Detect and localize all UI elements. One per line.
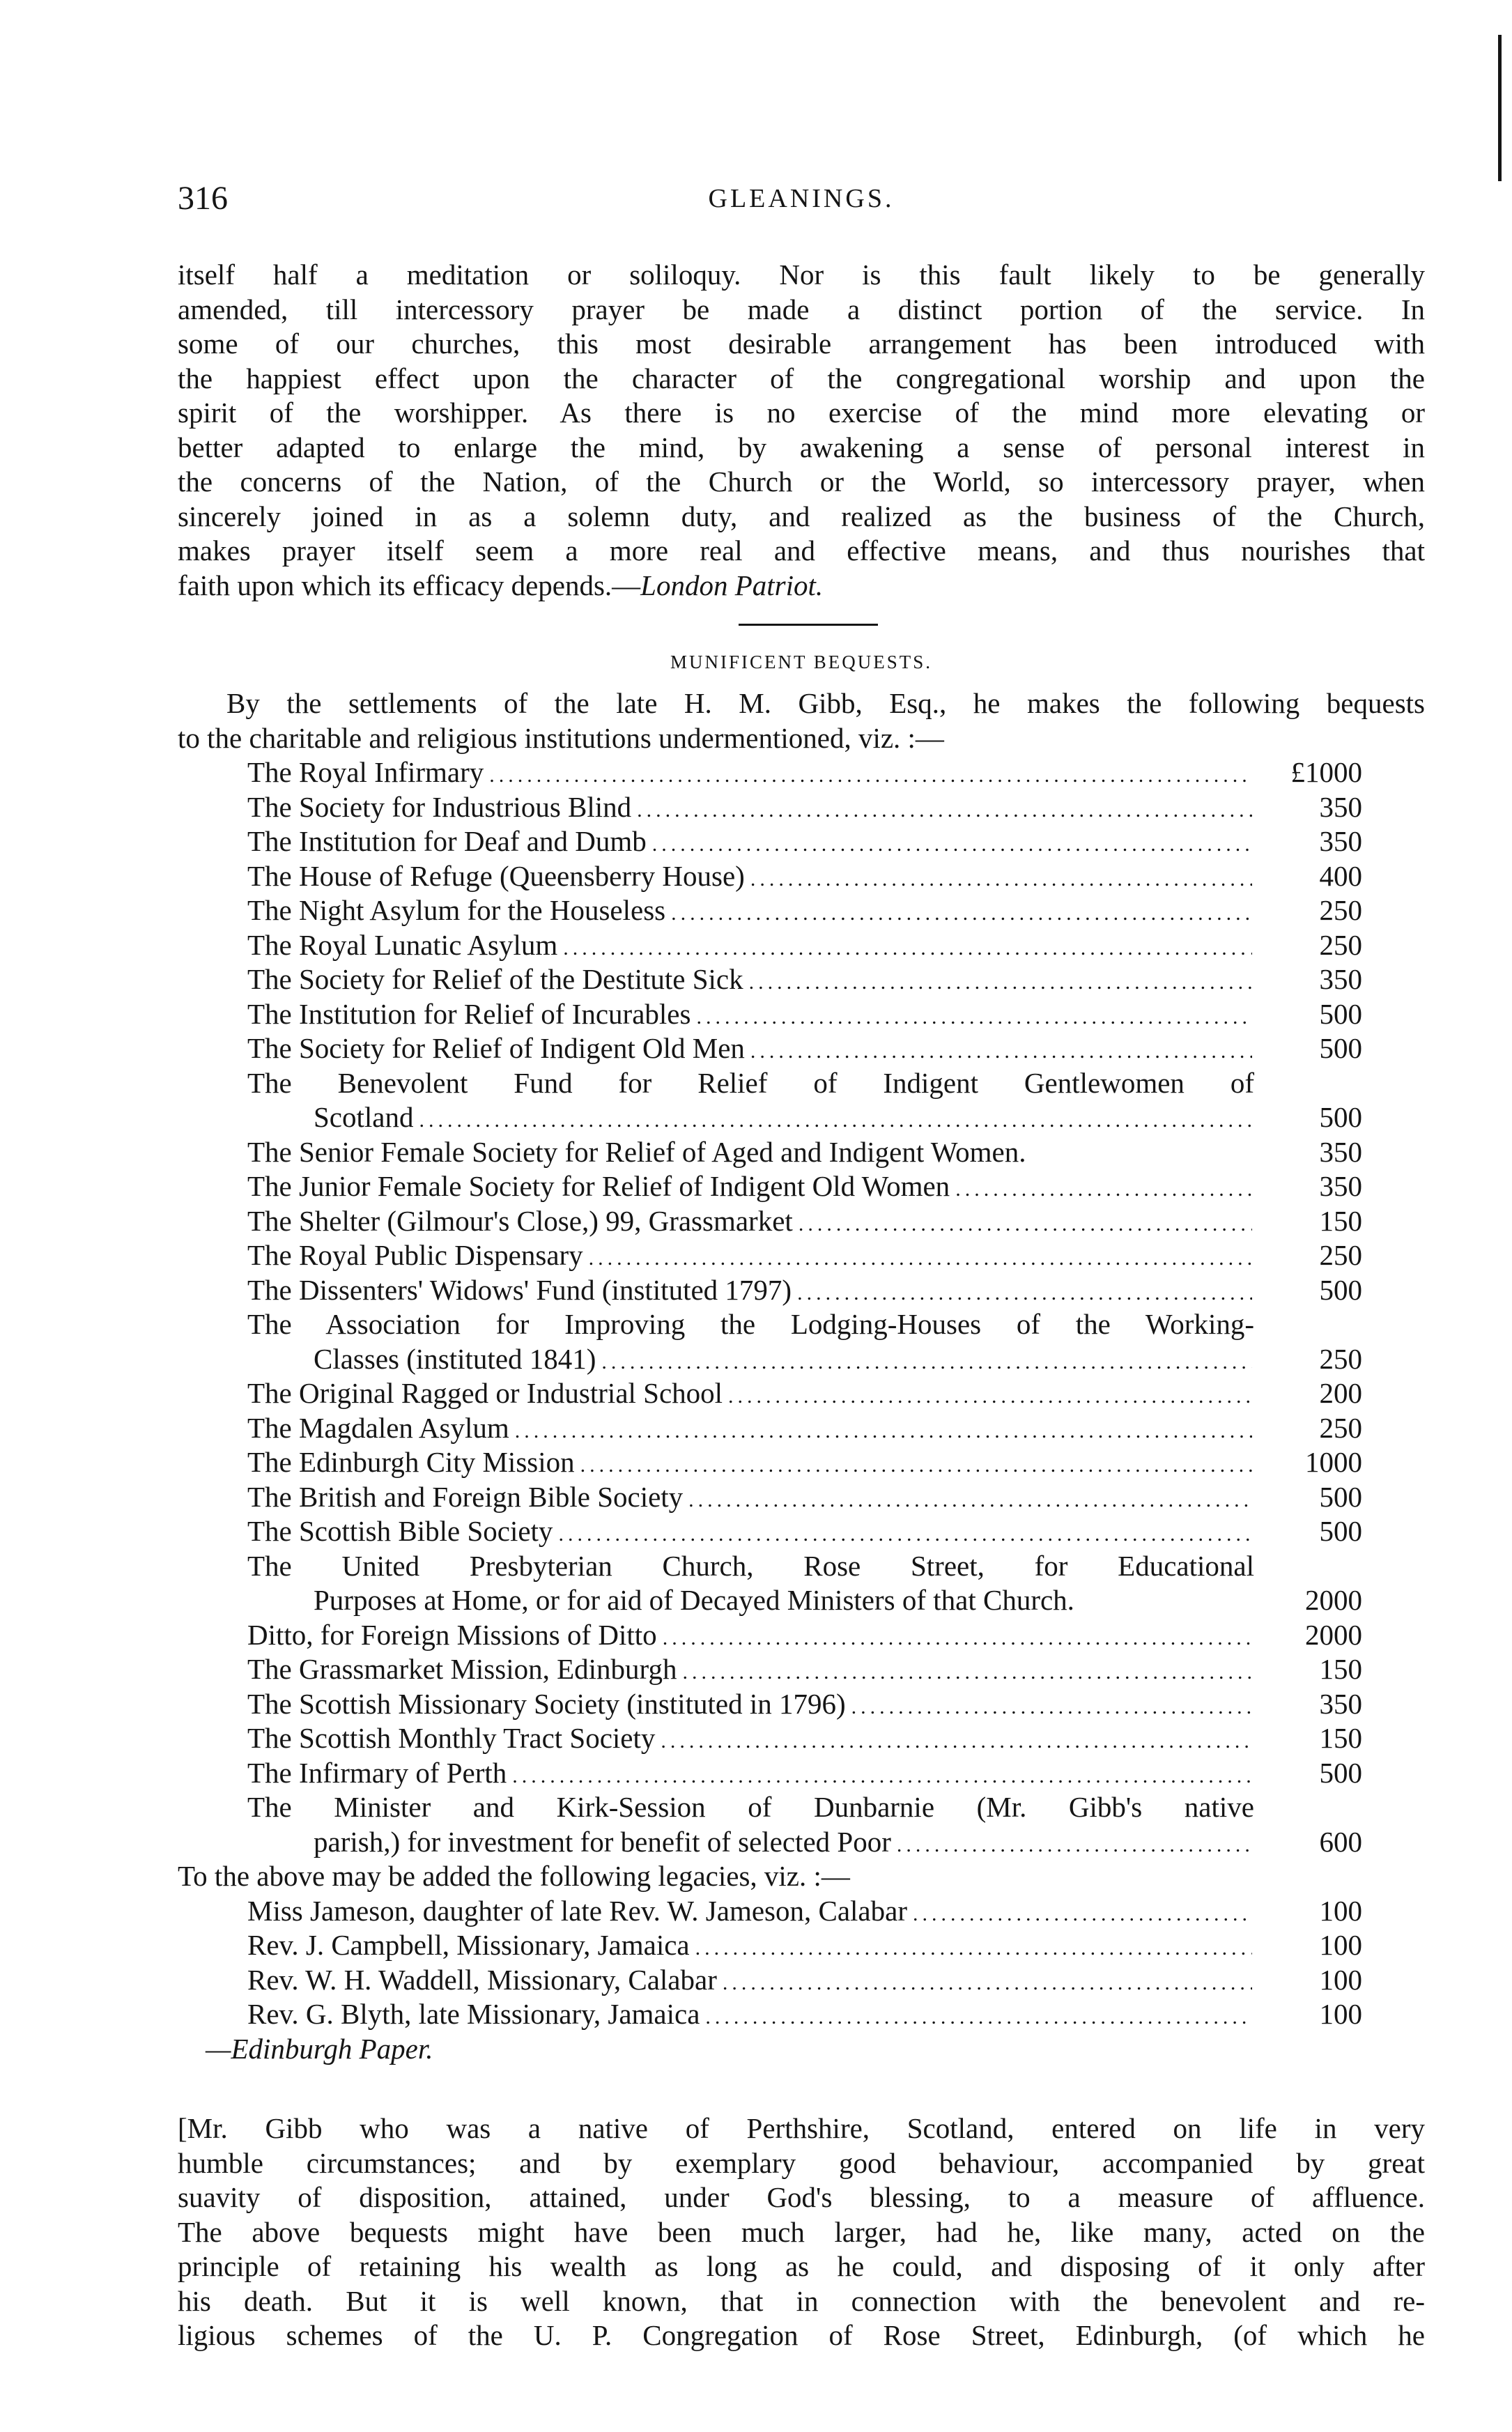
dot-leader [797, 1276, 1252, 1311]
paragraph-line: the concerns of the Nation, of the Church or the World, so intercessory prayer, when [178, 465, 1425, 498]
bequest-row [247, 1997, 1362, 2032]
bequest-name: Purposes at Home, or for aid of Decayed Ministers of that Church. [314, 1584, 1074, 1616]
bequest-row [247, 1618, 1362, 1653]
bequest-row [247, 1963, 1362, 1998]
bequest-name: The Scottish Bible Society [247, 1515, 553, 1547]
bequest-row [247, 1376, 1362, 1411]
bequest-name: The Junior Female Society for Relief of Indigent Old Women [247, 1170, 950, 1202]
bequest-name: Rev. W. H. Waddell, Missionary, Calabar [247, 1963, 717, 1996]
bequest-amount: 100 [1319, 1998, 1362, 2030]
dot-leader [580, 1448, 1252, 1483]
paragraph-line: [Mr. Gibb who was a native of Perthshire, Scotland, entered on life in very [178, 2112, 1425, 2144]
bequest-row [247, 859, 1362, 894]
bequest-name: The Night Asylum for the Houseless [247, 894, 666, 926]
bequest-amount: 250 [1319, 1342, 1362, 1375]
dot-leader [637, 793, 1252, 828]
dot-leader [563, 931, 1252, 966]
bequest-name: The Shelter (Gilmour's Close,) 99, Grassmarket [247, 1204, 793, 1237]
bequest-row [247, 1273, 1362, 1308]
dot-leader [696, 1000, 1252, 1035]
dot-leader [750, 1034, 1252, 1069]
bequest-name-line: The Benevolent Fund for Relief of Indigent Gentlewomen of [247, 1066, 1254, 1099]
source-attribution: —Edinburgh Paper. [206, 2032, 433, 2065]
bequest-amount: 250 [1319, 1239, 1362, 1271]
intro-line: to the charitable and religious institutions undermentioned, viz. :— [178, 721, 944, 754]
bequest-name: Ditto, for Foreign Missions of Ditto [247, 1618, 657, 1651]
bequest-name: The Edinburgh City Mission [247, 1446, 575, 1478]
intro-line: By the settlements of the late H. M. Gibb, Esq., he makes the following bequests [226, 687, 1425, 719]
bequest-name: The Society for Relief of Indigent Old Men [247, 1032, 745, 1064]
bequest-name-line: The United Presbyterian Church, Rose Street, for Educational [247, 1549, 1254, 1582]
bequest-name: The House of Refuge (Queensberry House) [247, 859, 745, 892]
bequests-intro [178, 686, 1425, 755]
dot-leader [955, 1172, 1252, 1207]
bequest-amount: 500 [1319, 1515, 1362, 1547]
bequest-amount: 350 [1319, 1170, 1362, 1202]
bequest-amount: 150 [1319, 1653, 1362, 1685]
dot-leader [419, 1103, 1252, 1138]
bequest-name: The Dissenters' Widows' Fund (instituted 1797) [247, 1273, 792, 1306]
bequest-amount: 350 [1319, 963, 1362, 995]
bequest-amount: 350 [1319, 1135, 1362, 1168]
bequest-amount: 250 [1319, 894, 1362, 926]
bequest-amount: 350 [1319, 825, 1362, 857]
bequests-list [178, 755, 1362, 2066]
paragraph-text: faith upon which its efficacy depends.— [178, 569, 641, 601]
bequest-amount: 100 [1319, 1963, 1362, 1996]
dot-leader [512, 1759, 1252, 1794]
bequest-amount: 100 [1319, 1894, 1362, 1927]
running-title: GLEANINGS. [708, 184, 895, 213]
paragraph-line: spirit of the worshipper. As there is no exercise of the mind more elevating or [178, 397, 1425, 429]
bequest-amount: 500 [1319, 1032, 1362, 1064]
dot-leader [897, 1828, 1252, 1863]
bequest-row [247, 1514, 1362, 1549]
dot-leader [750, 862, 1252, 897]
bequest-amount: 500 [1319, 997, 1362, 1030]
dot-leader [652, 827, 1252, 862]
bequest-name: Classes (instituted 1841) [314, 1342, 596, 1375]
paragraph-line: The above bequests might have been much larger, had he, like many, acted on the [178, 2215, 1425, 2248]
bequest-name-line: The Association for Improving the Lodging-Houses of the Working- [247, 1308, 1254, 1340]
section-heading: MUNIFICENT BEQUESTS. [670, 652, 933, 672]
paragraph-line: amended, till intercessory prayer be made a distinct portion of the service. In [178, 293, 1425, 325]
bequest-name: The Institution for Deaf and Dumb [247, 825, 647, 857]
paragraph-line: better adapted to enlarge the mind, by awakening a sense of personal interest in [178, 431, 1425, 463]
bequest-name: Miss Jameson, daughter of late Rev. W. Jameson, Calabar [247, 1894, 907, 1927]
bequest-amount: 350 [1319, 1687, 1362, 1720]
bequest-amount: 500 [1319, 1273, 1362, 1306]
dot-leader [799, 1207, 1252, 1242]
bequest-row [247, 1342, 1362, 1377]
dot-leader [661, 1724, 1252, 1759]
bequest-amount: 2000 [1305, 1618, 1362, 1651]
bequest-row [247, 1480, 1362, 1515]
bequest-amount: £1000 [1290, 756, 1362, 788]
bequest-row [247, 1135, 1362, 1170]
bequest-name: parish,) for investment for benefit of selected Poor [314, 1825, 891, 1858]
bequest-amount: 500 [1319, 1756, 1362, 1789]
paragraph-line: his death. But it is well known, that in connection with the benevolent and re- [178, 2284, 1425, 2317]
bequest-name: The Senior Female Society for Relief of Aged and Indigent Women. [247, 1135, 1026, 1168]
bequest-row [247, 1100, 1362, 1135]
bequest-row [247, 1928, 1362, 1963]
bequest-name: Rev. G. Blyth, late Missionary, Jamaica [247, 1998, 700, 2030]
bequest-row [247, 1031, 1362, 1066]
bequest-amount: 250 [1319, 928, 1362, 961]
bequest-name: The Infirmary of Perth [247, 1756, 507, 1789]
bequest-row [247, 1238, 1362, 1273]
dot-leader [682, 1655, 1252, 1690]
bequest-row [247, 1721, 1362, 1756]
bequest-row [247, 997, 1362, 1032]
closing-paragraph [178, 2111, 1425, 2353]
paragraph-line: principle of retaining his wealth as long as he could, and disposing of it only after [178, 2250, 1425, 2282]
bequest-row [247, 893, 1362, 928]
bequest-row [247, 1204, 1362, 1239]
dot-leader [601, 1345, 1252, 1380]
running-head [178, 178, 1425, 220]
bequest-row [247, 1445, 1362, 1480]
dot-leader [723, 1966, 1252, 2001]
bequest-name: The Original Ragged or Industrial School [247, 1377, 723, 1409]
page-edge-rule [1498, 35, 1502, 181]
bequest-row [247, 1411, 1362, 1446]
bequest-row [247, 824, 1362, 859]
dot-leader [695, 1931, 1252, 1966]
bequest-amount: 250 [1319, 1411, 1362, 1444]
bequest-row [247, 1583, 1362, 1618]
bequest-row [247, 962, 1362, 997]
paragraph-line: makes prayer itself seem a more real and effective means, and thus nourishes that [178, 534, 1425, 567]
bequest-name: The Scottish Missionary Society (instituted in 1796) [247, 1687, 846, 1720]
bequest-name: The Royal Infirmary [247, 756, 484, 788]
dot-leader [489, 758, 1252, 793]
dot-leader [705, 2000, 1252, 2035]
bequest-row [247, 790, 1362, 825]
bequest-name: The Magdalen Asylum [247, 1411, 509, 1444]
dot-leader [515, 1414, 1252, 1449]
bequest-row [247, 1652, 1362, 1687]
bequest-amount: 600 [1319, 1825, 1362, 1858]
bequest-amount: 150 [1319, 1722, 1362, 1754]
bequest-row [247, 755, 1362, 790]
dot-leader [663, 1621, 1252, 1656]
bequest-row [247, 1169, 1362, 1204]
bequest-name: The Royal Lunatic Asylum [247, 928, 558, 961]
paragraph-line: humble circumstances; and by exemplary good behaviour, accompanied by great [178, 2146, 1425, 2179]
paragraph-line: ligious schemes of the U. P. Congregation of Rose Street, Edinburgh, (of which he [178, 2319, 1425, 2351]
bequest-amount: 400 [1319, 859, 1362, 892]
opening-paragraph [178, 258, 1425, 603]
paragraph-line: suavity of disposition, attained, under God's blessing, to a measure of affluence. [178, 2181, 1425, 2213]
dot-leader [688, 1483, 1252, 1518]
bequest-name: The Institution for Relief of Incurables [247, 997, 691, 1030]
bequest-name: Rev. J. Campbell, Missionary, Jamaica [247, 1929, 690, 1961]
page-number: 316 [178, 180, 228, 217]
bequest-name: The Royal Public Dispensary [247, 1239, 583, 1271]
bequest-row [247, 1756, 1362, 1791]
bequest-amount: 150 [1319, 1204, 1362, 1237]
bequest-name: The Grassmarket Mission, Edinburgh [247, 1653, 677, 1685]
paragraph-line: itself half a meditation or soliloquy. Nor is this fault likely to be generally [178, 259, 1425, 291]
dot-leader [671, 896, 1252, 931]
bequest-amount: 1000 [1305, 1446, 1362, 1478]
dot-leader [558, 1517, 1252, 1552]
paragraph-line: some of our churches, this most desirable arrangement has been introduced with [178, 328, 1425, 360]
dot-leader [749, 965, 1252, 1000]
bequest-row [247, 1894, 1362, 1929]
bequest-amount: 200 [1319, 1377, 1362, 1409]
dot-leader [728, 1379, 1252, 1414]
bequest-amount: 500 [1319, 1480, 1362, 1513]
dot-leader [589, 1241, 1252, 1276]
bequest-name: Scotland [314, 1101, 414, 1133]
section-divider [739, 624, 878, 626]
dot-leader [851, 1690, 1252, 1725]
bequest-row [247, 1825, 1362, 1860]
paragraph-line: sincerely joined in as a solemn duty, and realized as the business of the Church, [178, 500, 1425, 532]
source-attribution: London Patriot. [640, 569, 824, 601]
bequest-row [247, 928, 1362, 963]
bequest-name: The Society for Industrious Blind [247, 790, 632, 823]
bequest-row [247, 1687, 1362, 1722]
paragraph-line: the happiest effect upon the character of the congregational worship and upon the [178, 362, 1425, 394]
bequest-name: The Society for Relief of the Destitute Sick [247, 963, 743, 995]
bequest-amount: 2000 [1305, 1584, 1362, 1616]
dot-leader [913, 1897, 1252, 1932]
paragraph-last-line [178, 569, 1425, 603]
bequest-amount: 100 [1319, 1929, 1362, 1961]
bequest-amount: 350 [1319, 790, 1362, 823]
bequest-name-line: The Minister and Kirk-Session of Dunbarnie (Mr. Gibb's native [247, 1791, 1254, 1823]
bequest-amount: 500 [1319, 1101, 1362, 1133]
bequest-name: The Scottish Monthly Tract Society [247, 1722, 656, 1754]
bequest-name: The British and Foreign Bible Society [247, 1480, 684, 1513]
legacies-intro: To the above may be added the following legacies, viz. :— [178, 1860, 850, 1892]
